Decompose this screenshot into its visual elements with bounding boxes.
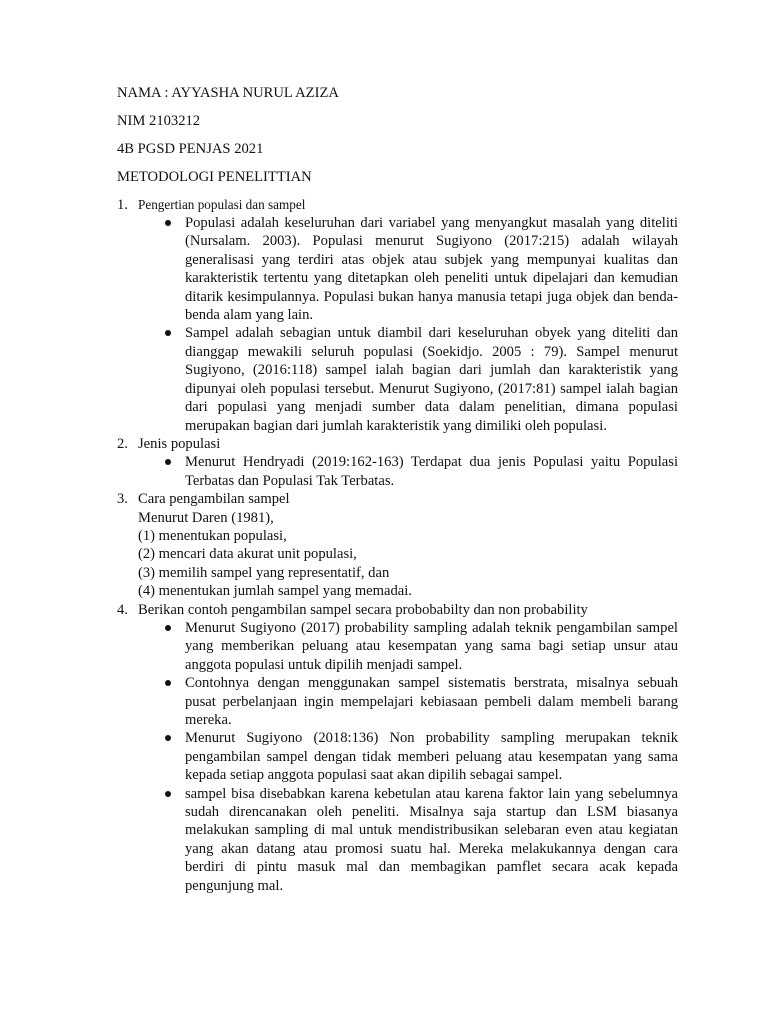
section-line: (4) menentukan jumlah sampel yang memadai.: [138, 583, 412, 600]
section-line: (3) memilih sampel yang representatif, dan: [138, 564, 390, 581]
section-title: Jenis populasi: [138, 435, 221, 452]
section-line: (1) menentukan populasi,: [138, 527, 287, 544]
bullet-icon: [165, 791, 171, 797]
student-name: NAMA : AYYASHA NURUL AZIZA: [117, 85, 339, 101]
list-item: Menurut Sugiyono (2018:136) Non probability sampling merupakan teknik pengambilan sampel dengan tidak memberi peluang atau kesempatan yang sama kepada setiap anggota populasi saat akan dipilih sebagai sampel.: [164, 729, 678, 784]
section-1: [117, 196, 678, 214]
list-item: Menurut Hendryadi (2019:162-163) Terdapat dua jenis Populasi yaitu Populasi Terbatas dan Populasi Tak Terbatas.: [164, 453, 678, 490]
document-title: METODOLOGI PENELITTIAN: [117, 168, 312, 185]
bullet-icon: [165, 220, 171, 226]
numbered-list: [117, 196, 678, 895]
section-title: Pengertian populasi dan sampel: [138, 196, 306, 212]
section-3: [117, 490, 678, 600]
list-item: Contohnya dengan menggunakan sampel sistematis berstrata, misalnya sebuah pusat perbelanjaan ingin mempelajari kebiasaan pembeli dalam membeli barang mereka.: [164, 674, 678, 729]
list-item: Populasi adalah keseluruhan dari variabel yang menyangkut masalah yang diteliti (Nursalam. 2003). Populasi menurut Sugiyono (2017:215) adalah wilayah generalisasi yang terdiri atas objek atau subjek yang mempunyai kualitas dan karakteristik tertentu yang ditetapkan oleh peneliti untuk dipelajari dan kemudian ditarik kesimpulannya. Populasi bukan hanya manusia tetapi juga objek dan benda-benda alam yang lain.: [164, 214, 678, 324]
bullet-icon: [165, 625, 171, 631]
section-1-bullets: [117, 214, 678, 435]
section-number: 2.: [117, 435, 128, 452]
list-item: sampel bisa disebabkan karena kebetulan atau karena faktor lain yang sebelumnya sudah direncanakan oleh peneliti. Misalnya saja startup dan LSM biasanya melakukan sampling di mal untuk mendistribusikan selebaran even atau kegiatan yang akan datang atau promosi suatu hal. Mereka melakukannya dengan cara berdiri di pintu masuk mal dan membagikan pamflet secara acak kepada pengunjung mal.: [164, 785, 678, 895]
bullet-icon: [165, 330, 171, 336]
section-title: Cara pengambilan sampel: [138, 491, 290, 508]
section-line: Menurut Daren (1981),: [138, 509, 274, 526]
bullet-icon: [165, 459, 171, 465]
section-4-bullets: [117, 619, 678, 895]
section-line: (2) mencari data akurat unit populasi,: [138, 546, 357, 563]
bullet-icon: [165, 735, 171, 741]
student-class: 4B PGSD PENJAS 2021: [117, 140, 264, 157]
section-2: [117, 435, 678, 453]
list-item: Sampel adalah sebagian untuk diambil dari keseluruhan obyek yang diteliti dan dianggap mewakili seluruh populasi (Soekidjo. 2005 : 79). Sampel menurut Sugiyono, (2016:118) sampel ialah bagian dari jumlah dan karakteristik yang dipunyai oleh populasi tersebut. Menurut Sugiyono, (2017:81) sampel ialah bagian dari populasi yang menjadi sumber data dalam penelitian, dimana populasi merupakan bagian dari jumlah karakteristik yang dimiliki oleh populasi.: [164, 324, 678, 434]
student-nim: NIM 2103212: [117, 112, 201, 129]
section-number: 4.: [117, 601, 128, 618]
section-title: Berikan contoh pengambilan sampel secara probobabilty dan non probability: [138, 601, 588, 618]
section-2-bullets: [117, 453, 678, 490]
bullet-icon: [165, 680, 171, 686]
section-number: 1.: [117, 196, 128, 213]
section-4: [117, 601, 678, 619]
list-item: Menurut Sugiyono (2017) probability sampling adalah teknik pengambilan sampel yang memberikan peluang atau kesempatan yang sama bagi setiap unsur atau anggota populasi untuk dipilih menjadi sampel.: [164, 619, 678, 674]
section-number: 3.: [117, 491, 128, 508]
